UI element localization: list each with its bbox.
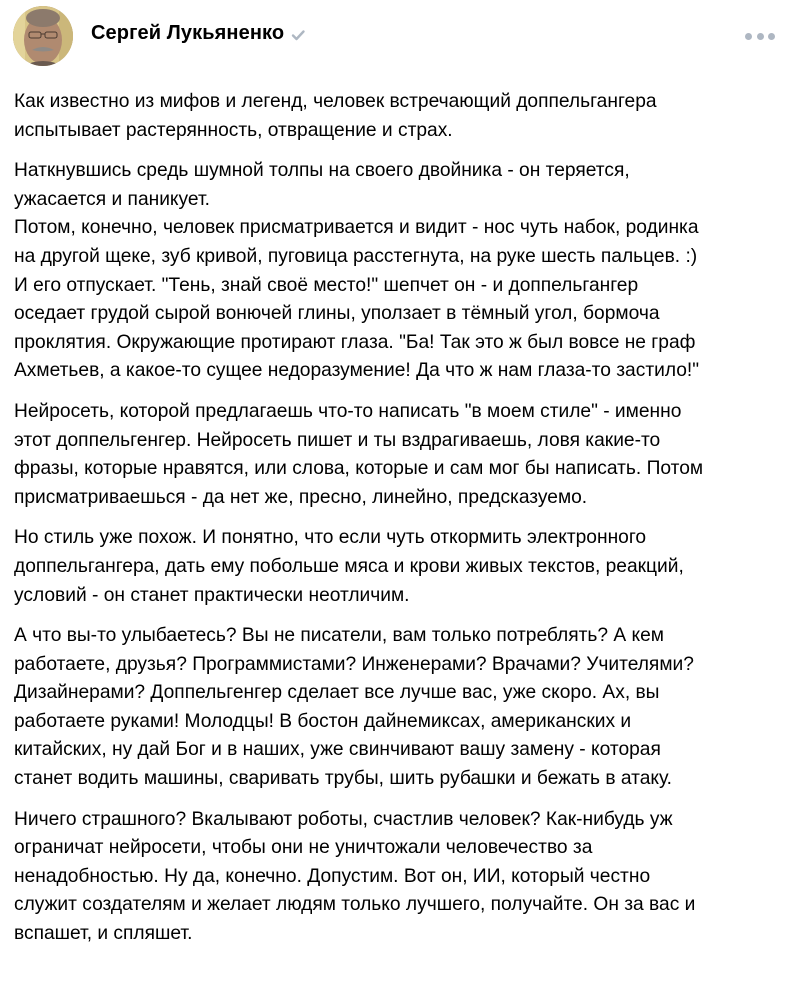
post-text: [14, 88, 794, 961]
text-line: вспашет, и спляшет.: [14, 923, 193, 945]
text-line: условий - он станет практически неотличим.: [14, 584, 410, 606]
avatar[interactable]: [13, 6, 73, 66]
text-line: И его отпускает. "Тень, знай своё место!" шепчет он - и доппельгангер: [14, 274, 639, 296]
text-line: А что вы-то улыбаетесь? Вы не писатели, вам только потреблять? А кем: [14, 625, 665, 647]
post-paragraph: [14, 157, 794, 386]
text-line: доппельгангера, дать ему побольше мяса и крови живых текстов, реакций,: [14, 555, 684, 577]
text-line: ненадобностью. Ну да, конечно. Допустим. Вот он, ИИ, который честно: [14, 865, 651, 887]
text-line: проклятия. Окружающие протирают глаза. "Ба! Так это ж был вовсе не граф: [14, 331, 696, 353]
post-header: [0, 0, 798, 76]
post-paragraph: [14, 88, 794, 145]
text-line: оседает грудой сырой вонючей глины, уползает в тёмный угол, бормоча: [14, 303, 660, 325]
more-horizontal-icon: [745, 33, 752, 40]
author-name: Сергей Лукьяненко: [91, 22, 285, 44]
more-options-button[interactable]: [745, 27, 775, 45]
text-line: ужасается и паникует.: [14, 188, 210, 210]
text-line: станет водить машины, сваривать трубы, шить рубашки и бежать в атаку.: [14, 768, 672, 790]
text-line: испытывает растерянность, отвращение и страх.: [14, 119, 453, 141]
post-paragraph: [14, 524, 794, 610]
text-line: Нейросеть, которой предлагаешь что-то написать "в моем стиле" - именно: [14, 400, 682, 422]
post-paragraph: [14, 622, 794, 794]
text-line: Ахметьев, а какое-то сущее недоразумение! Да что ж нам глаза-то застило!": [14, 360, 700, 382]
post-paragraph: [14, 806, 794, 949]
text-line: фразы, которые нравятся, или слова, которые и сам мог бы написать. Потом: [14, 458, 704, 480]
verified-check-icon: [290, 26, 306, 42]
post-paragraph: [14, 398, 794, 512]
text-line: работаете руками! Молодцы! В бостон дайнемиксах, американских и: [14, 710, 632, 732]
user-avatar-photo-icon: [13, 6, 73, 66]
more-horizontal-icon: [768, 33, 775, 40]
text-line: Ничего страшного? Вкалывают роботы, счастлив человек? Как-нибудь уж: [14, 808, 673, 830]
more-horizontal-icon: [757, 33, 764, 40]
text-line: присматриваешься - да нет же, пресно, линейно, предсказуемо.: [14, 486, 588, 508]
author-name-link[interactable]: [91, 22, 306, 45]
text-line: служит создателям и желает людям только лучшего, получайте. Он за вас и: [14, 894, 696, 916]
text-line: на другой щеке, зуб кривой, пуговица расстегнута, на руке шесть пальцев. :): [14, 245, 698, 267]
text-line: ограничат нейросети, чтобы они не уничтожали человечество за: [14, 837, 593, 859]
text-line: этот доппельгенгер. Нейросеть пишет и ты вздрагиваешь, ловя какие-то: [14, 429, 661, 451]
text-line: Как известно из мифов и легенд, человек встречающий доппельгангера: [14, 91, 657, 112]
text-line: Потом, конечно, человек присматривается и видит - нос чуть набок, родинка: [14, 217, 699, 239]
text-line: Наткнувшись средь шумной толпы на своего двойника - он теряется,: [14, 160, 630, 182]
text-line: работаете, друзья? Программистами? Инженерами? Врачами? Учителями?: [14, 653, 694, 675]
text-line: китайских, ну дай Бог и в наших, уже свинчивают вашу замену - которая: [14, 739, 661, 761]
text-line: Но стиль уже похож. И понятно, что если чуть откормить электронного: [14, 527, 647, 549]
text-line: Дизайнерами? Доппельгенгер сделает все лучше вас, уже скоро. Ах, вы: [14, 682, 660, 704]
